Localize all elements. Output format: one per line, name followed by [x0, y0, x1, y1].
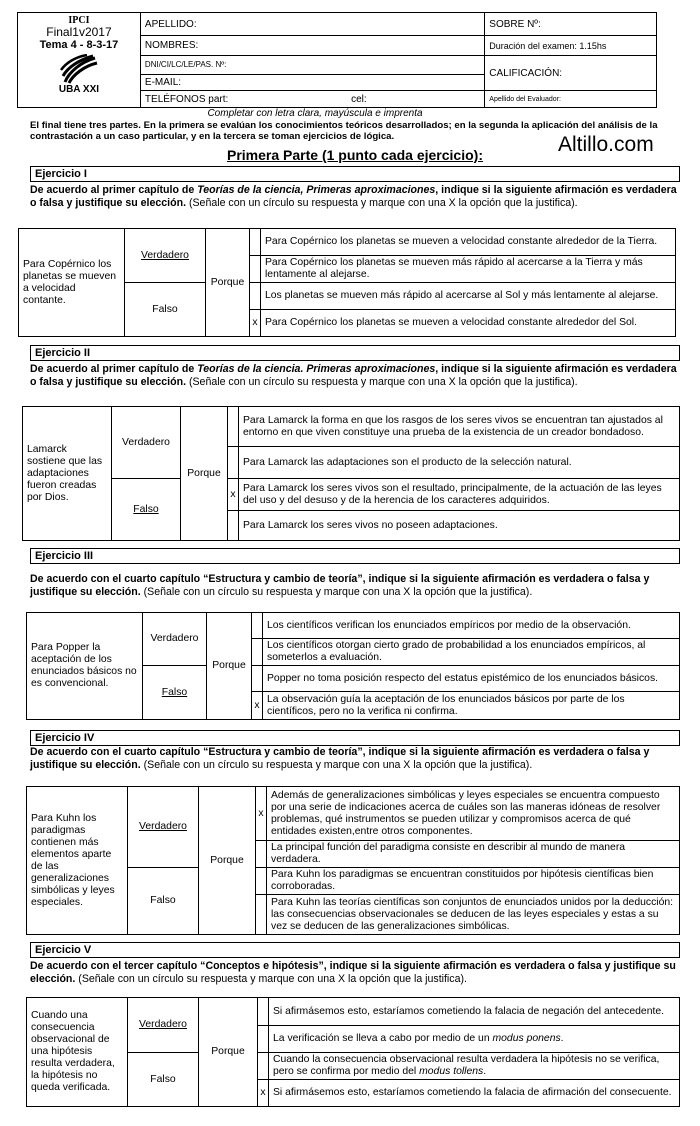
q1-n: (Señale con un círculo su respuesta y marque con una X la opción que la justifica). [186, 196, 578, 209]
option: Para Lamarck los seres vivos no poseen adaptaciones. [239, 511, 680, 541]
option: La observación guía la aceptación de los enunciados básicos por parte de los científicos, pero no la verifica ni confirma. [263, 692, 680, 720]
option: Para Lamarck los seres vivos son el resultado, principalmente, de la actuación de las leyes del uso y del desuso y de la herencia de los caracteres adquiridos. [239, 479, 680, 511]
telefonos-field[interactable] [140, 91, 484, 108]
sobre-field[interactable] [485, 13, 657, 36]
option: Los planetas se mueven más rápido al acercarse al Sol y más lentamente al alejarse. [261, 283, 676, 310]
option: Además de generalizaciones simbólicas y leyes especiales se encuentra compuesto por una serie de indicaciones acerca de cuáles son las maneras idóneas de resolver problemas, qué instrumentos se pueden utilizar y compromisos acerca de qué entidades existen,entre otros componentes. [267, 787, 680, 841]
statement: Para Kuhn los paradigmas contienen más elementos aparte de las generalizaciones simbólicas y leyes especiales. [27, 787, 128, 935]
exercise-3-table [26, 612, 680, 720]
q5-b1: De acuerdo con el tercer capítulo “Conceptos e hipótesis”, indique si la siguiente afirmación es verdadera o falsa y justifique su elección. [30, 960, 676, 985]
mark-box[interactable] [250, 229, 261, 256]
q2-b2: , indique si la siguiente afirmación es verdadera o falsa y justifique su elección. [30, 363, 677, 388]
mark-box[interactable] [228, 447, 239, 479]
option-text: Cuando la consecuencia observacional resulta verdadera la hipótesis no se verifica, pero se confirma por medio del [273, 1054, 660, 1077]
nombres-label: NOMBRES: [144, 40, 199, 52]
logo-cell [18, 13, 141, 108]
option: Para Kuhn los paradigmas se encuentran constituidos por hipótesis científicas bien corroboradas. [267, 868, 680, 895]
q1-b1: De acuerdo al primer capítulo de [30, 184, 198, 196]
verdadero-option[interactable]: Verdadero [128, 998, 199, 1053]
mark-box[interactable] [250, 256, 261, 283]
porque-label: Porque [181, 407, 228, 541]
option: Popper no toma posición respecto del estatus epistémico de los enunciados básicos. [263, 666, 680, 692]
exercise-1-table [18, 228, 676, 337]
statement: Para Popper la aceptación de los enunciados básicos no es convencional. [27, 613, 143, 720]
exercise-3-question [30, 573, 680, 598]
q2-b1: De acuerdo al primer capítulo de [30, 363, 198, 375]
exercise-3-title: Ejercicio III [30, 548, 680, 564]
exercise-4-title: Ejercicio IV [30, 730, 680, 746]
q2-n: (Señale con un círculo su respuesta y marque con una X la opción que la justifica). [186, 375, 578, 388]
falso-option[interactable]: Falso [125, 283, 206, 337]
dni-label: DNI/CI/LC/LE/PAS. Nº: [144, 60, 227, 70]
watermark: Altillo.com [558, 133, 654, 156]
mark-box[interactable] [250, 283, 261, 310]
calificacion-label: CALIFICACIÓN: [489, 67, 563, 79]
option: Si afirmásemos esto, estaríamos cometiendo la falacia de afirmación del consecuente. [269, 1080, 680, 1107]
part-title: Primera Parte (1 punto cada ejercicio): [227, 147, 483, 163]
mark-box[interactable] [228, 407, 239, 447]
tema: Tema 4 - 8-3-17 [39, 39, 119, 51]
porque-label: Porque [206, 229, 250, 337]
q4-b1: De acuerdo con el cuarto capítulo “Estructura y cambio de teoría”, indique si la siguiente afirmación es verdadera o falsa y justifique su elección. [30, 746, 650, 771]
email-label: E-MAIL: [144, 77, 182, 89]
calificacion-field[interactable] [485, 56, 657, 91]
verdadero-option[interactable]: Verdadero [125, 229, 206, 283]
mark-box-checked[interactable]: x [256, 787, 267, 841]
statement: Lamarck sostiene que las adaptaciones fueron creadas por Dios. [23, 407, 112, 541]
falso-option[interactable]: Falso [112, 479, 181, 541]
falso-option[interactable]: Falso [128, 1053, 199, 1107]
falso-option[interactable]: Falso [128, 868, 199, 935]
porque-label: Porque [207, 613, 252, 720]
mark-box-checked[interactable]: x [252, 692, 263, 720]
mark-box-checked[interactable]: x [250, 310, 261, 337]
option: Para Copérnico los planetas se mueven a velocidad constante alrededor del Sol. [261, 310, 676, 337]
evaluador-field[interactable] [485, 91, 657, 108]
mark-box[interactable] [252, 666, 263, 692]
porque-label: Porque [199, 998, 258, 1107]
mark-box-checked[interactable]: x [228, 479, 239, 511]
exercise-5-table [26, 997, 680, 1107]
email-field[interactable] [140, 74, 484, 91]
duracion-cell [485, 36, 657, 56]
exam-header [17, 12, 657, 108]
uba-logo-icon [59, 54, 99, 84]
option: Para Copérnico los planetas se mueven a velocidad constante alrededor de la Tierra. [261, 229, 676, 256]
q4-n: (Señale con un círculo su respuesta y marque con una X la opción que la justifica). [140, 758, 533, 771]
complete-note: Completar con letra clara, mayúscula e imprenta [207, 108, 423, 119]
verdadero-option[interactable]: Verdadero [112, 407, 181, 479]
option: Si afirmásemos esto, estaríamos cometiendo la falacia de negación del antecedente. [269, 998, 680, 1026]
option-italic: modus ponens [492, 1033, 561, 1044]
q3-n: (Señale con un círculo su respuesta y marque con una X la opción que la justifica). [140, 585, 533, 598]
mark-box[interactable] [258, 1026, 269, 1053]
evaluador-label: Apellido del Evaluador: [489, 95, 561, 103]
mark-box[interactable] [258, 998, 269, 1026]
exercise-2-table [22, 406, 680, 541]
option: Los científicos otorgan cierto grado de probabilidad a los enunciados empíricos, al someterlos a evaluación. [263, 639, 680, 666]
apellido-field[interactable] [140, 13, 484, 36]
statement: Cuando una consecuencia observacional de una hipótesis resulta verdadera, la hipótesis no queda verificada. [27, 998, 128, 1107]
exercise-2-title: Ejercicio II [30, 345, 680, 361]
logo-text: UBA XXI [58, 84, 100, 95]
option-suffix: . [560, 1033, 564, 1044]
porque-label: Porque [199, 787, 256, 935]
dni-field[interactable] [140, 56, 484, 75]
mark-box-checked[interactable]: x [258, 1080, 269, 1107]
option: Para Lamarck las adaptaciones son el producto de la selección natural. [239, 447, 680, 479]
mark-box[interactable] [258, 1053, 269, 1080]
apellido-label: APELLIDO: [144, 18, 197, 30]
exercise-4-table [26, 786, 680, 935]
cel-label: cel: [351, 93, 367, 105]
option-text: La verificación se lleva a cabo por medio de un [273, 1033, 493, 1044]
exercise-4-question [30, 746, 680, 771]
exercise-5-title: Ejercicio V [30, 942, 680, 958]
q5-n: (Señale con un círculo su respuesta y marque con una X la opción que la justifica). [75, 972, 467, 985]
nombres-field[interactable] [140, 36, 484, 56]
q1-i: Teorías de la ciencia, Primeras aproximaciones [197, 184, 436, 196]
exercise-5-question [30, 960, 680, 985]
q1-b2: , indique si la siguiente afirmación es verdadera o falsa y justifique su elección. [30, 184, 677, 209]
statement: Para Copérnico los planetas se mueven a velocidad contante. [19, 229, 125, 337]
q2-i: Teorías de la ciencia. Primeras aproximaciones [197, 363, 436, 375]
exam-code: Final1v2017 [46, 25, 112, 39]
option: Para Kuhn las teorías científicas son conjuntos de enunciados unidos por la deducción: las consecuencias observacionales se deducen de las leyes especiales y estas a su vez se deducen de las generalizaciones simbólicas. [267, 895, 680, 935]
exercise-1-title: Ejercicio I [30, 166, 680, 182]
exercise-1-question [30, 184, 680, 209]
sobre-label: SOBRE Nº: [489, 18, 541, 30]
mark-box[interactable] [252, 613, 263, 639]
option: Para Lamarck la forma en que los rasgos de los seres vivos se encuentran tan ajustados al entorno en que viven constituye una prueba de la existencia de un creador bondadoso. [239, 407, 680, 447]
verdadero-option[interactable]: Verdadero [128, 787, 199, 868]
q3-b1: De acuerdo con el cuarto capítulo “Estructura y cambio de teoría”, indique si la siguiente afirmación es verdadera o falsa y justifique su elección. [30, 573, 650, 598]
exercise-2-question [30, 363, 680, 388]
mark-box[interactable] [256, 868, 267, 895]
telefonos-label: TELÉFONOS part: [144, 93, 229, 105]
intro-text: El final tiene tres partes. En la primera se evalúan los conocimientos teóricos desarrollados; en la segunda la aplicación del análisis de la contrastación a un caso particular, y en la tercera se toman ejercicios de lógica. [30, 120, 658, 142]
mark-box[interactable] [256, 895, 267, 935]
option: Los científicos verifican los enunciados empíricos por medio de la observación. [263, 613, 680, 639]
duracion-label: Duración del examen: 1.15hs [489, 40, 607, 51]
mark-box[interactable] [256, 841, 267, 868]
option-suffix: . [483, 1066, 487, 1077]
option: Para Copérnico los planetas se mueven más rápido al acercarse a la Tierra y más lentamente al alejarse. [261, 256, 676, 283]
verdadero-option[interactable]: Verdadero [143, 613, 207, 666]
option [269, 1026, 680, 1053]
mark-box[interactable] [228, 511, 239, 541]
option [269, 1053, 680, 1080]
institution: IPCI [68, 15, 90, 26]
option: La principal función del paradigma consiste en describir al mundo de manera verdadera. [267, 841, 680, 868]
mark-box[interactable] [252, 639, 263, 666]
falso-option[interactable]: Falso [143, 666, 207, 720]
option-italic: modus tollens [419, 1066, 484, 1077]
